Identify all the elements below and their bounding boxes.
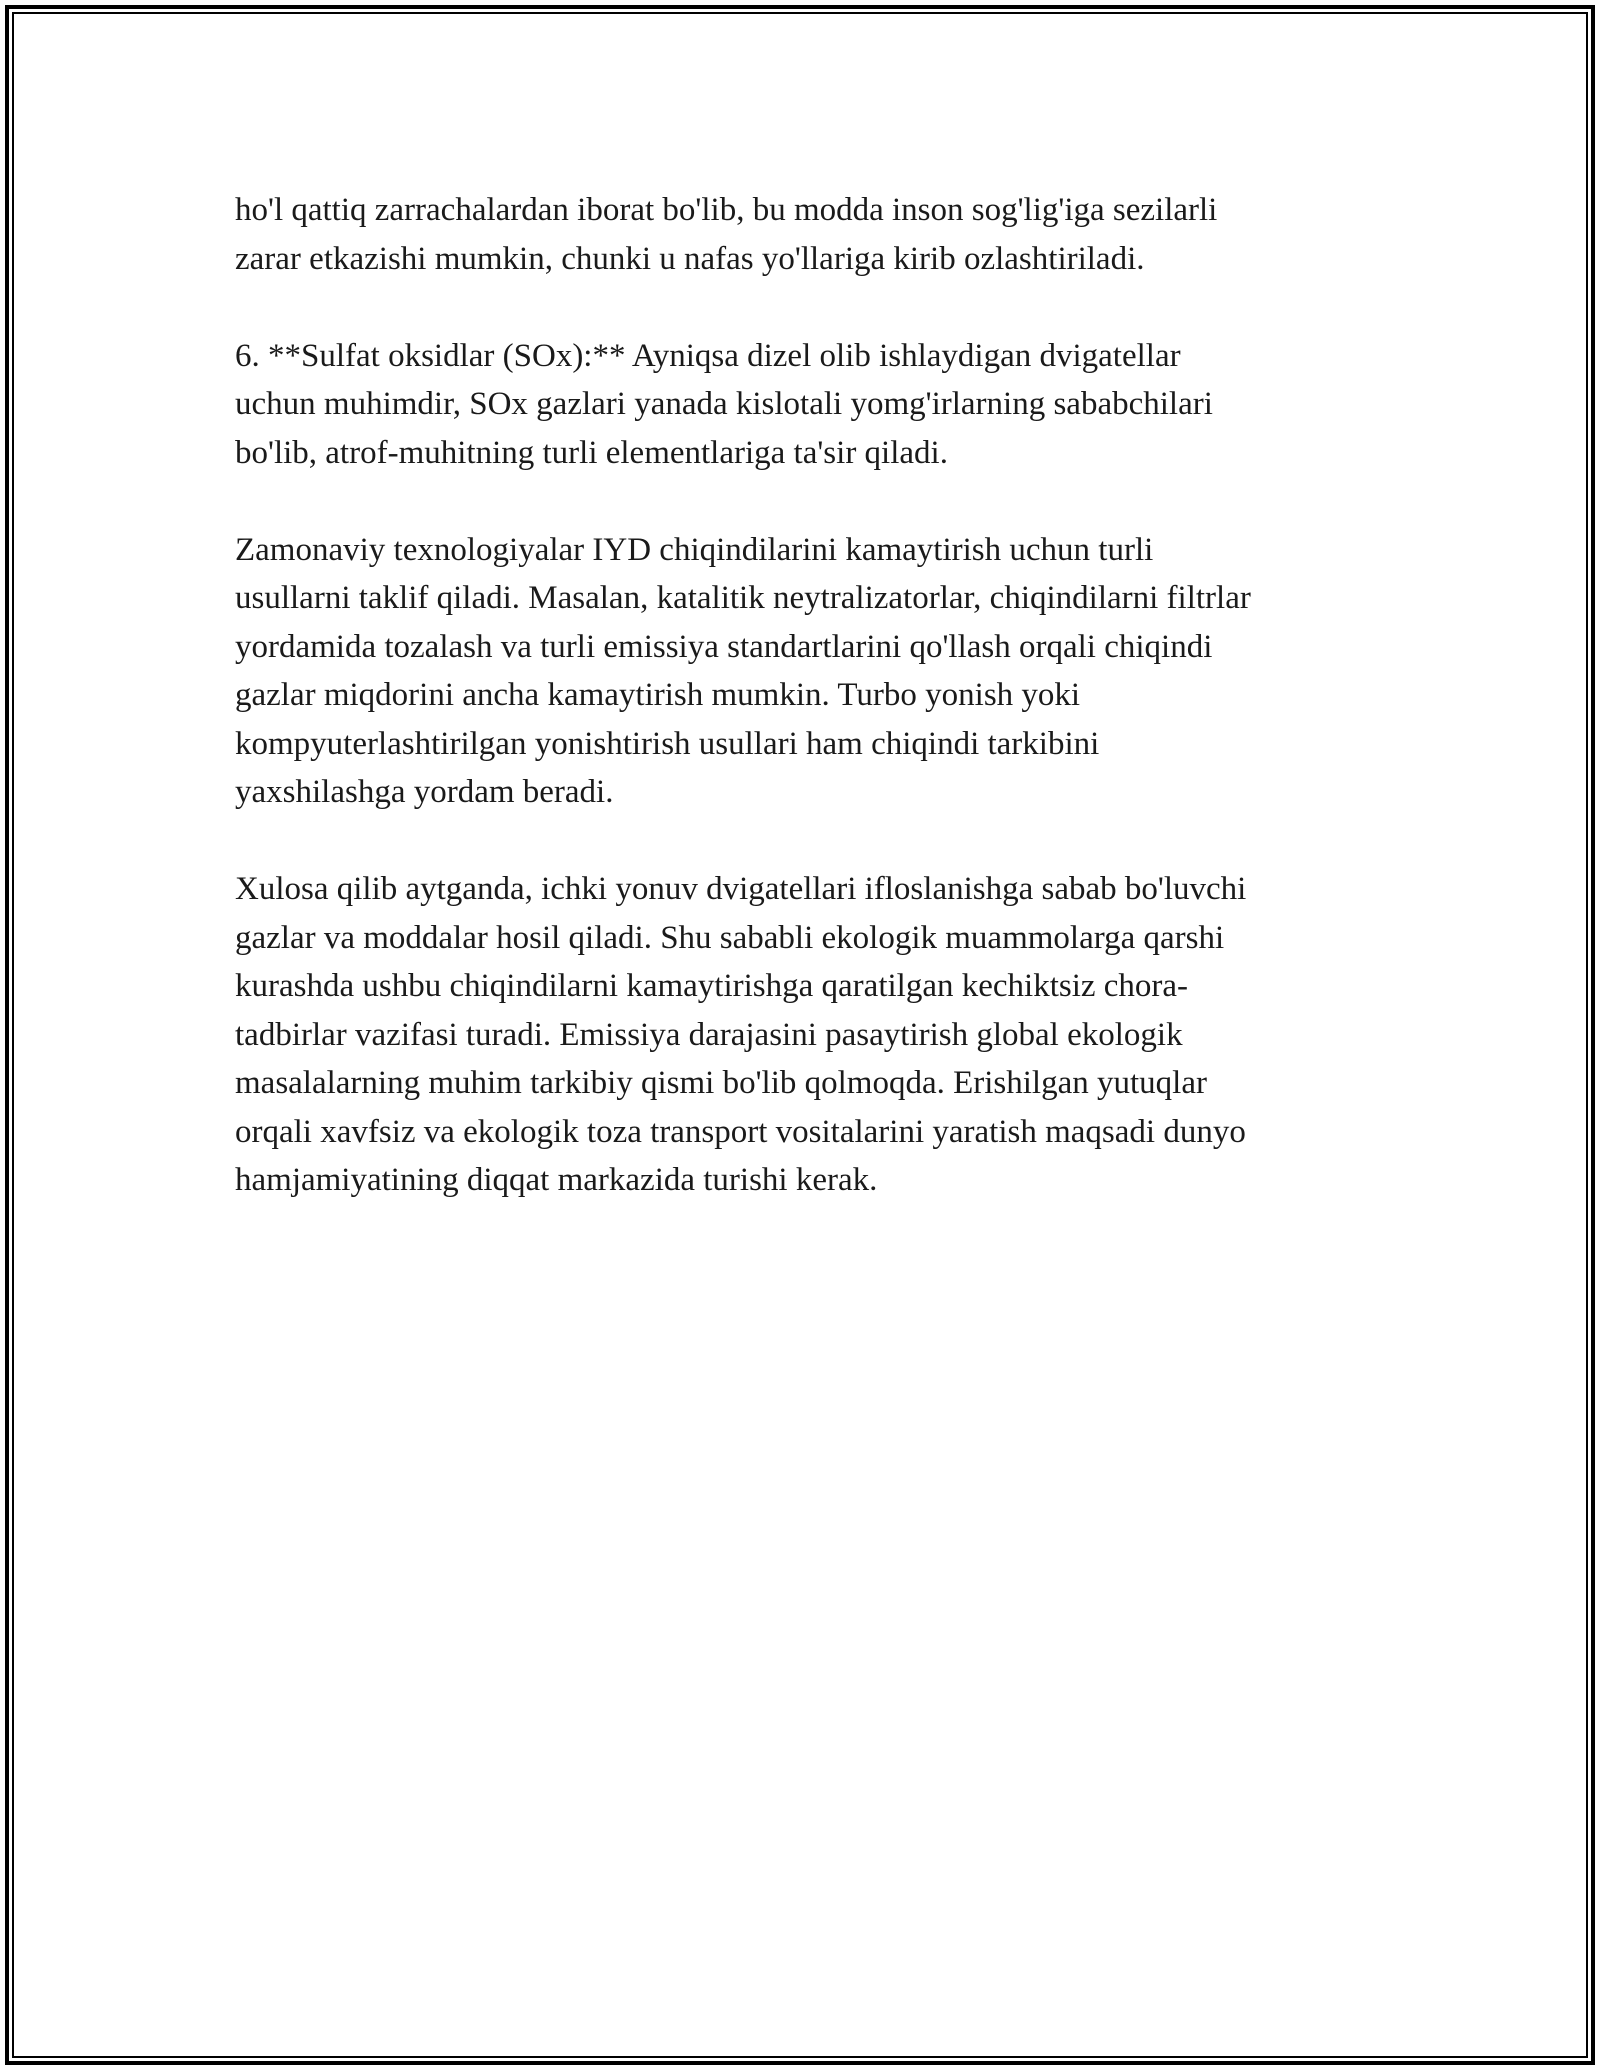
document-body bbox=[235, 186, 1375, 1253]
paragraph-conclusion: Xulosa qilib aytganda, ichki yonuv dvigatellari ifloslanishga sabab bo'luvchi gazlar va moddalar hosil qiladi. Shu sababli ekologik muammolarga qarshi kurashda ushbu chiqindilarni kamaytirishga qaratilgan kechiktsiz chora- tadbirlar vazifasi turadi. Emissiya darajasini pasaytirish global ekologik masalalarning muhim tarkibiy qismi bo'lib qolmoqda. Erishilgan yutuqlar orqali xavfsiz va ekologik toza transport vositalarini yaratish maqsadi dunyo hamjamiyatining diqqat markazida turishi kerak. bbox=[235, 871, 1247, 1198]
paragraph-modern-technologies: Zamonaviy texnologiyalar IYD chiqindilarini kamaytirish uchun turli usullarni taklif qiladi. Masalan, katalitik neytralizatorlar, chiqindilarni filtrlar yordamida tozalash va turli emissiya standartlarini qo'llash orqali chiqindi gazlar miqdorini ancha kamaytirish mumkin. Turbo yonish yoki kompyuterlashtirilgan yonishtirish usullari ham chiqindi tarkibini yaxshilashga yordam beradi. bbox=[235, 531, 1251, 810]
paragraph-particulate-matter: ho'l qattiq zarrachalardan iborat bo'lib, bu modda inson sog'lig'iga sezilarli zarar etkazishi mumkin, chunki u nafas yo'llariga kirib ozlashtiriladi. bbox=[235, 192, 1218, 277]
paragraph-sulfur-oxides: 6. **Sulfat oksidlar (SOx):** Ayniqsa dizel olib ishlaydigan dvigatellar uchun muhimdir, SOx gazlari yanada kislotali yomg'irlarning sababchilari bo'lib, atrof-muhitning turli elementlariga ta'sir qiladi. bbox=[235, 337, 1213, 471]
